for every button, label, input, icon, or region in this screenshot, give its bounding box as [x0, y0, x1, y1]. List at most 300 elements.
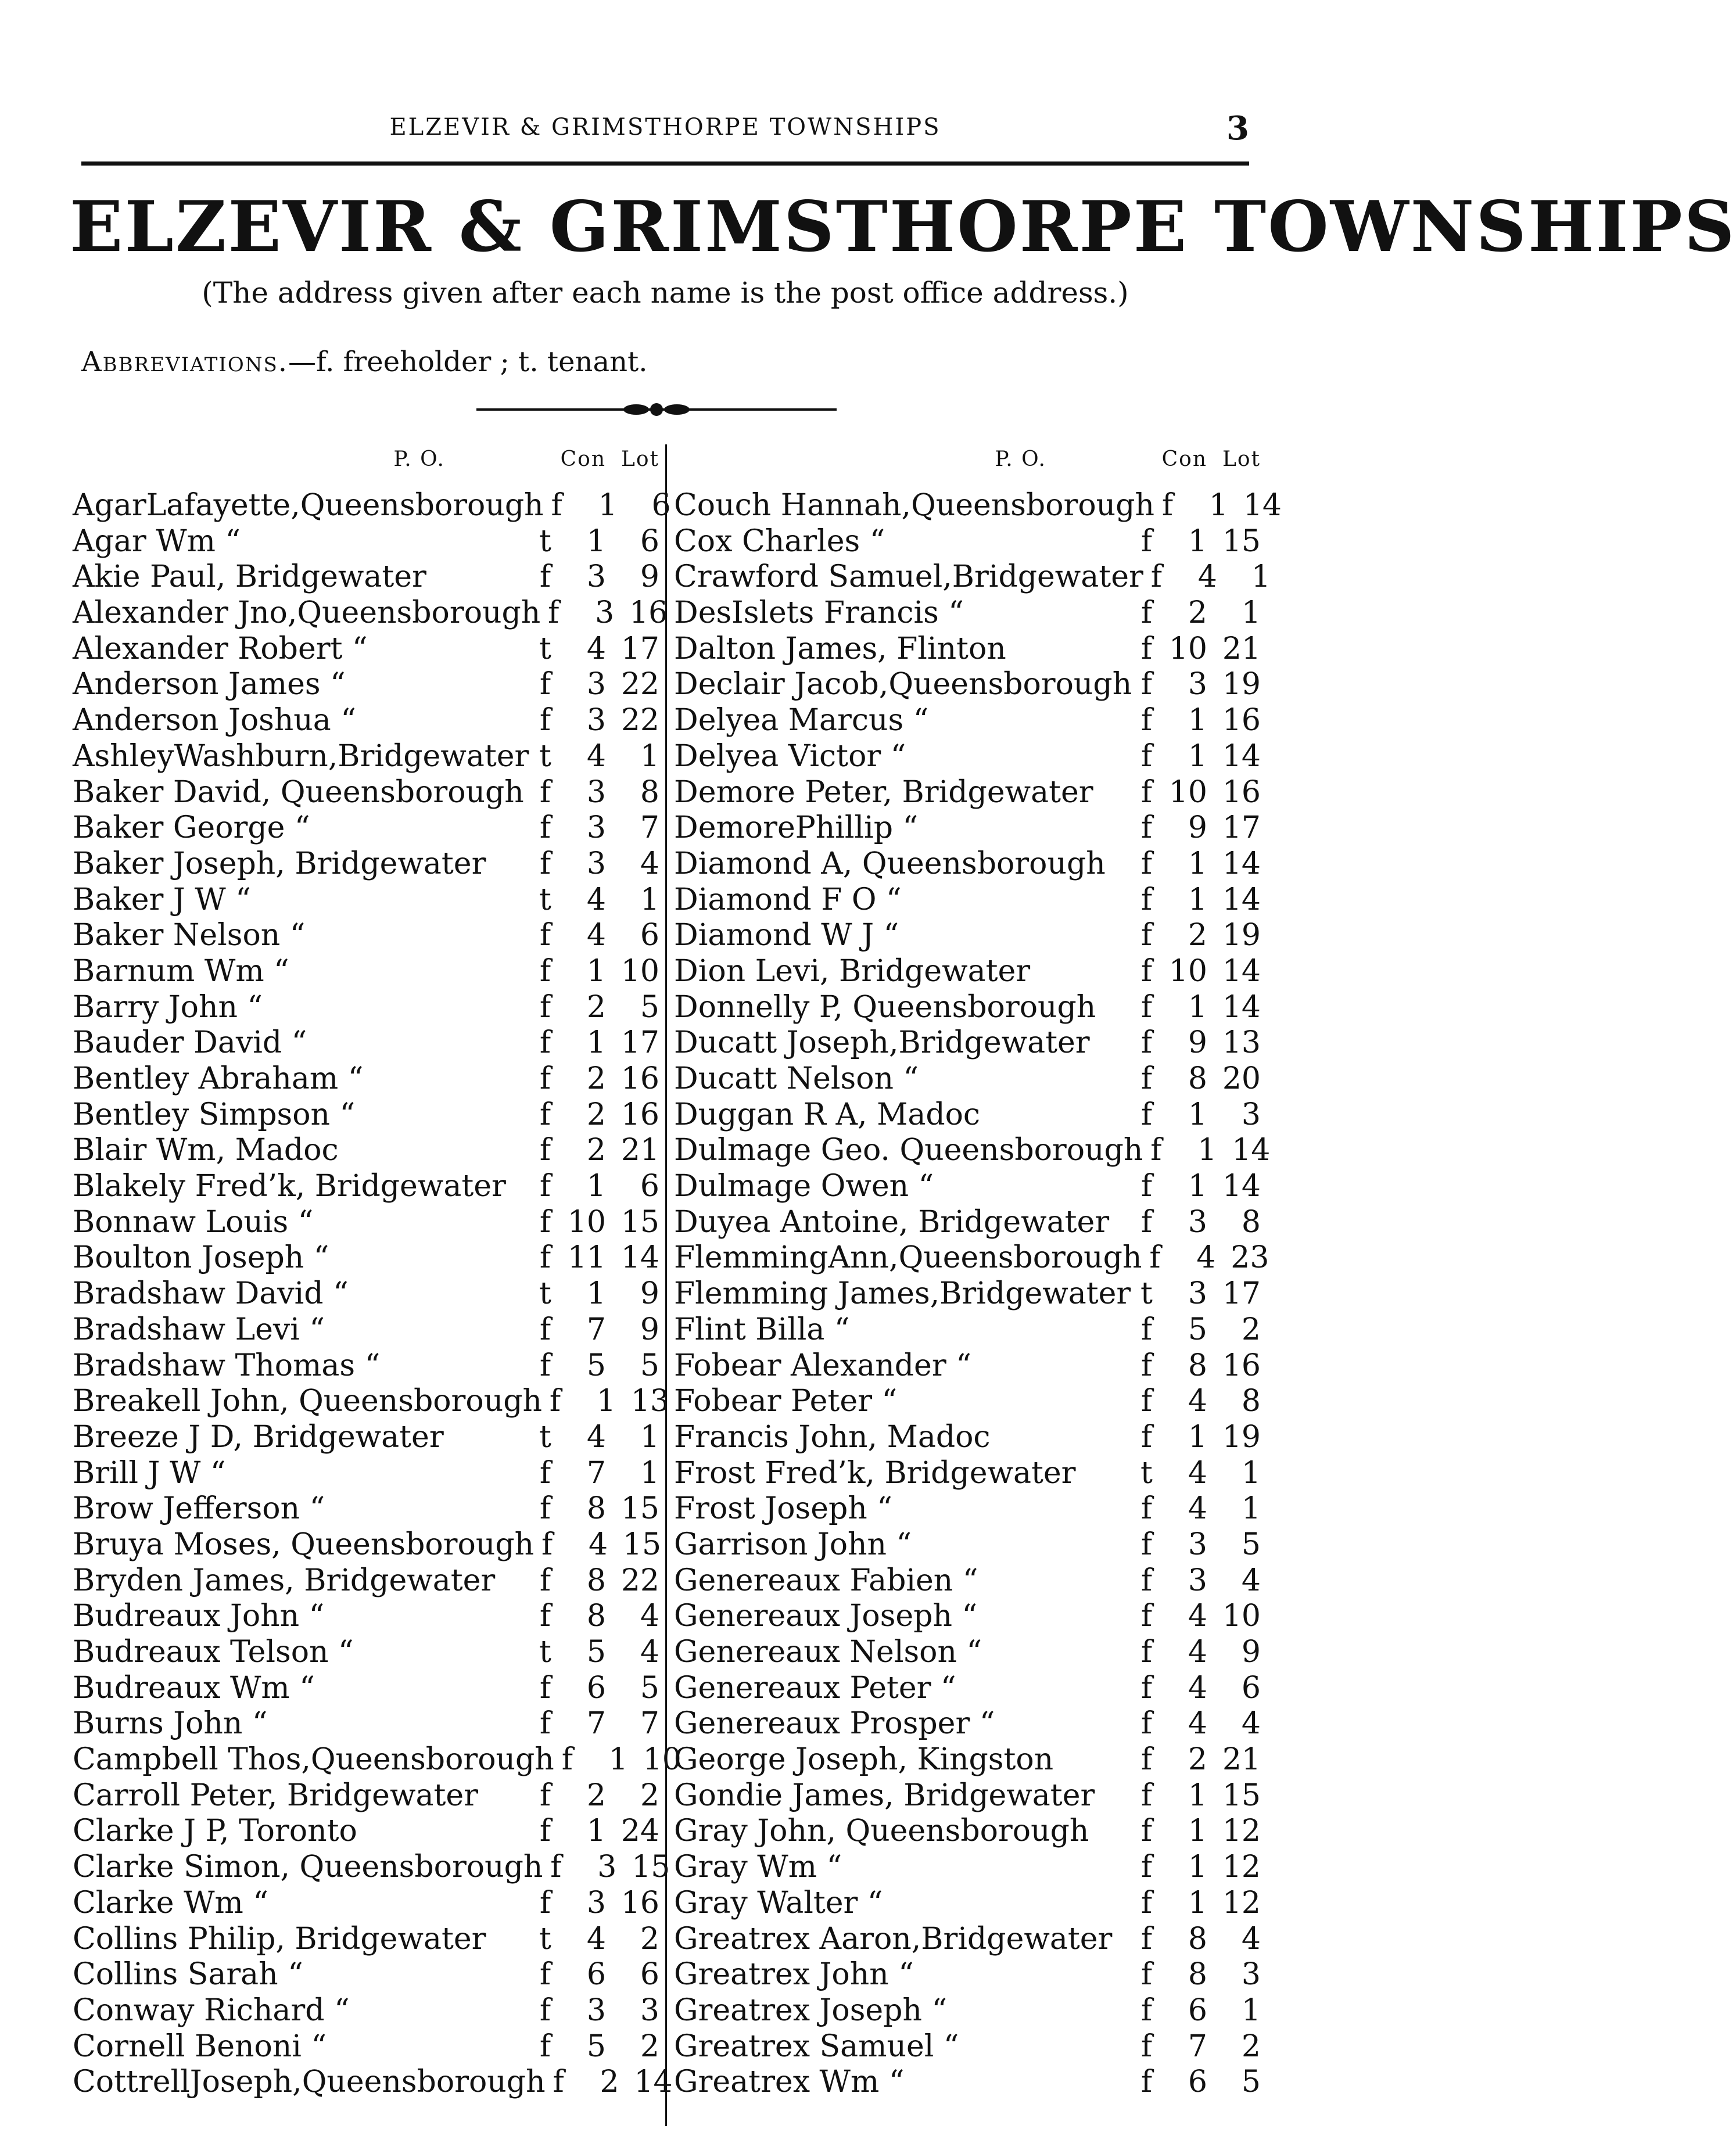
- entry-lot: 6: [640, 918, 659, 953]
- entry-con: 4: [1188, 1455, 1207, 1491]
- entry-tenure: f: [539, 1992, 551, 2028]
- entry-tenure: f: [1140, 595, 1153, 631]
- entry-name: Genereaux Nelson “: [674, 1635, 982, 1670]
- entry-name: DesIslets Francis “: [674, 595, 964, 631]
- entry-lot: 1: [1251, 559, 1271, 595]
- entry-lot: 23: [1231, 1240, 1269, 1276]
- right-column-header: [674, 447, 1261, 488]
- entry-con: 1: [1188, 846, 1207, 881]
- entry-con: 1: [586, 1276, 606, 1312]
- entry-row: [674, 1205, 1261, 1241]
- entry-con: 4: [586, 631, 606, 666]
- entry-name: Duggan R A, Madoc: [674, 1097, 981, 1132]
- entry-lot: 21: [1222, 631, 1261, 666]
- entry-row: [674, 1993, 1261, 2029]
- entry-con: 6: [586, 1957, 606, 1992]
- header-rule: [81, 161, 1249, 166]
- entry-tenure: f: [539, 1706, 551, 1742]
- entry-tenure: f: [539, 703, 551, 738]
- entry-tenure: f: [539, 1491, 551, 1527]
- entry-row: [73, 1563, 659, 1599]
- page-title: ELZEVIR & GRIMSTHORPE TOWNSHIPS: [70, 186, 1736, 268]
- entry-name: Dion Levi, Bridgewater: [674, 953, 1031, 989]
- entry-row: [674, 2029, 1261, 2065]
- entry-name: Brow Jefferson “: [73, 1491, 325, 1527]
- entry-row: [674, 1384, 1261, 1420]
- entry-lot: 14: [1222, 1169, 1261, 1204]
- entry-row: [73, 1205, 659, 1241]
- entry-name: Greatrex John “: [674, 1957, 914, 1992]
- entry-con: 3: [1188, 1527, 1207, 1562]
- entry-con: 4: [586, 1921, 606, 1956]
- entry-tenure: f: [1140, 1061, 1153, 1096]
- entry-lot: 1: [1241, 1455, 1261, 1491]
- entry-lot: 1: [640, 1455, 659, 1491]
- entry-row: [73, 1420, 659, 1456]
- entry-tenure: f: [541, 1527, 553, 1562]
- entry-tenure: f: [1140, 1742, 1153, 1778]
- entry-lot: 16: [1222, 703, 1261, 738]
- entry-row: [73, 631, 659, 667]
- entry-name: Ducatt Joseph,Bridgewater: [674, 1025, 1090, 1061]
- entry-con: 3: [586, 1992, 606, 2028]
- entry-name: Baker Joseph, Bridgewater: [73, 846, 486, 881]
- con-header: Con: [1161, 447, 1207, 471]
- entry-con: 3: [586, 1885, 606, 1920]
- entry-tenure: f: [1140, 738, 1153, 774]
- entry-tenure: f: [1140, 1599, 1153, 1634]
- entry-con: 8: [586, 1599, 606, 1634]
- entry-row: [674, 631, 1261, 667]
- entry-tenure: f: [539, 1097, 551, 1132]
- entry-name: Gray Walter “: [674, 1885, 883, 1920]
- entry-row: [73, 1133, 659, 1169]
- entry-con: 1: [1188, 523, 1207, 559]
- lot-header: Lot: [1222, 447, 1261, 471]
- entry-tenure: t: [539, 738, 551, 774]
- entry-lot: 12: [1222, 1850, 1261, 1885]
- entry-name: Budreaux Telson “: [73, 1635, 354, 1670]
- entry-name: Genereaux Fabien “: [674, 1563, 978, 1598]
- entry-name: Dalton James, Flinton: [674, 631, 1006, 666]
- entry-name: Clarke Wm “: [73, 1885, 268, 1920]
- entry-name: Gray John, Queensborough: [674, 1814, 1089, 1849]
- entry-row: [73, 1527, 662, 1563]
- entry-con: 3: [597, 1850, 617, 1885]
- entry-row: [674, 810, 1261, 846]
- entry-con: 4: [1188, 1384, 1207, 1419]
- entry-name: Collins Philip, Bridgewater: [73, 1921, 486, 1956]
- entry-tenure: f: [1140, 1778, 1153, 1813]
- entry-con: 7: [1188, 2029, 1207, 2064]
- entry-row: [674, 595, 1261, 631]
- entry-lot: 6: [640, 1169, 659, 1204]
- entry-name: DemorePhillip “: [674, 810, 919, 846]
- entry-con: 5: [1188, 1312, 1207, 1347]
- entry-lot: 5: [640, 989, 659, 1025]
- entry-lot: 4: [1241, 1921, 1261, 1956]
- entry-row: [73, 1671, 659, 1707]
- entry-tenure: f: [1140, 2065, 1153, 2100]
- entry-name: Genereaux Prosper “: [674, 1706, 995, 1742]
- entry-name: Bentley Simpson “: [73, 1097, 356, 1132]
- entry-row: [674, 1706, 1261, 1742]
- entry-tenure: f: [539, 1061, 551, 1096]
- entry-row: [674, 1814, 1261, 1850]
- entry-lot: 14: [1222, 738, 1261, 774]
- entry-con: 4: [586, 1419, 606, 1455]
- entry-name: Flint Billa “: [674, 1312, 850, 1347]
- entry-lot: 1: [1241, 595, 1261, 631]
- entry-lot: 4: [640, 1635, 659, 1670]
- entry-row: [674, 1563, 1261, 1599]
- entry-tenure: f: [1140, 846, 1153, 881]
- entry-tenure: f: [1140, 989, 1153, 1025]
- entry-tenure: f: [539, 667, 551, 702]
- entry-con: 4: [586, 918, 606, 953]
- entry-lot: 4: [640, 846, 659, 881]
- entry-name: Greatrex Joseph “: [674, 1992, 948, 2028]
- entry-con: 1: [598, 488, 618, 523]
- entry-name: Francis John, Madoc: [674, 1419, 991, 1455]
- entry-row: [73, 1957, 659, 1993]
- entry-name: Fobear Alexander “: [674, 1348, 971, 1383]
- entry-lot: 2: [640, 2029, 659, 2064]
- entry-row: [674, 1097, 1261, 1133]
- entry-con: 2: [586, 1778, 606, 1813]
- entry-lot: 22: [620, 1563, 659, 1598]
- entry-lot: 15: [632, 1850, 670, 1885]
- entry-lot: 17: [1222, 810, 1261, 846]
- entry-name: Campbell Thos,Queensborough: [73, 1742, 554, 1778]
- entry-tenure: t: [1140, 1276, 1153, 1312]
- entry-name: Diamond A, Queensborough: [674, 846, 1106, 881]
- entry-row: [73, 882, 659, 918]
- entry-row: [73, 524, 659, 560]
- entry-row: [674, 1599, 1261, 1635]
- entry-lot: 1: [640, 1419, 659, 1455]
- entry-name: Demore Peter, Bridgewater: [674, 774, 1093, 810]
- entry-con: 3: [586, 810, 606, 846]
- entry-name: Donnelly P, Queensborough: [674, 989, 1096, 1025]
- entry-name: Baker David, Queensborough: [73, 774, 524, 810]
- entry-row: [73, 1025, 659, 1061]
- entry-lot: 13: [1222, 1025, 1261, 1061]
- entry-name: Breeze J D, Bridgewater: [73, 1419, 444, 1455]
- entry-lot: 9: [1241, 1635, 1261, 1670]
- entry-lot: 2: [640, 1778, 659, 1813]
- entry-name: Diamond F O “: [674, 882, 902, 917]
- entry-lot: 9: [640, 1312, 659, 1347]
- entry-row: [73, 810, 659, 846]
- entry-lot: 6: [640, 1957, 659, 1992]
- entry-lot: 1: [640, 738, 659, 774]
- entry-con: 1: [586, 1169, 606, 1204]
- entry-lot: 17: [620, 1025, 659, 1061]
- entry-con: 4: [1188, 1706, 1207, 1742]
- entry-row: [674, 739, 1261, 775]
- entry-row: [73, 1456, 659, 1492]
- entry-tenure: f: [1140, 1992, 1153, 2028]
- entry-tenure: t: [1140, 1455, 1153, 1491]
- entry-con: 2: [586, 1133, 606, 1168]
- entry-lot: 21: [620, 1133, 659, 1168]
- entry-lot: 16: [620, 1885, 659, 1920]
- entry-lot: 24: [620, 1814, 659, 1849]
- entry-row: [73, 1635, 659, 1671]
- entry-con: 6: [1188, 1992, 1207, 2028]
- entry-row: [73, 1169, 659, 1205]
- entry-tenure: f: [539, 1778, 551, 1813]
- entry-lot: 16: [1222, 1348, 1261, 1383]
- entry-row: [674, 1061, 1261, 1097]
- entry-tenure: f: [1140, 1957, 1153, 1992]
- entry-row: [674, 1240, 1269, 1276]
- entry-name: Agar Wm “: [73, 523, 241, 559]
- entry-row: [73, 1993, 659, 2029]
- entry-row: [73, 1814, 659, 1850]
- entry-lot: 14: [634, 2065, 673, 2100]
- entry-con: 5: [586, 1635, 606, 1670]
- entry-lot: 1: [1241, 1992, 1261, 2028]
- entry-name: Couch Hannah,Queensborough: [674, 488, 1154, 523]
- entry-lot: 17: [620, 631, 659, 666]
- entry-lot: 7: [640, 810, 659, 846]
- entry-row: [674, 775, 1261, 811]
- entry-lot: 6: [1241, 1670, 1261, 1706]
- entry-tenure: t: [539, 1921, 551, 1956]
- entry-tenure: f: [1140, 1635, 1153, 1670]
- entry-tenure: t: [539, 1276, 551, 1312]
- entry-tenure: f: [1140, 2029, 1153, 2064]
- entry-lot: 9: [640, 559, 659, 595]
- entry-name: Carroll Peter, Bridgewater: [73, 1778, 478, 1813]
- entry-lot: 10: [1222, 1599, 1261, 1634]
- entry-con: 10: [567, 1204, 606, 1240]
- entry-tenure: f: [1140, 1204, 1153, 1240]
- entry-name: Declair Jacob,Queensborough: [674, 667, 1132, 702]
- running-title: ELZEVIR & GRIMSTHORPE TOWNSHIPS: [389, 114, 941, 141]
- entry-tenure: f: [1149, 1240, 1161, 1276]
- entry-tenure: f: [1140, 953, 1153, 989]
- entry-row: [674, 1886, 1261, 1922]
- entry-name: Breakell John, Queensborough: [73, 1384, 542, 1419]
- entry-row: [73, 1276, 659, 1312]
- entry-name: Bradshaw Thomas “: [73, 1348, 381, 1383]
- entry-lot: 1: [640, 882, 659, 917]
- entry-tenure: f: [1161, 488, 1174, 523]
- entry-name: Akie Paul, Bridgewater: [73, 559, 426, 595]
- entry-name: Greatrex Aaron,Bridgewater: [674, 1921, 1113, 1956]
- entry-con: 7: [586, 1706, 606, 1742]
- entry-tenure: f: [1140, 1814, 1153, 1849]
- entry-name: Baker Nelson “: [73, 918, 306, 953]
- entry-name: Genereaux Peter “: [674, 1670, 956, 1706]
- entry-name: Boulton Joseph “: [73, 1240, 329, 1276]
- entry-name: Budreaux John “: [73, 1599, 325, 1634]
- entry-name: Baker J W “: [73, 882, 251, 917]
- entry-tenure: f: [1150, 559, 1162, 595]
- entry-name: Bruya Moses, Queensborough: [73, 1527, 535, 1562]
- entry-con: 4: [589, 1527, 608, 1562]
- running-head: [81, 109, 1249, 149]
- entry-lot: 2: [640, 1921, 659, 1956]
- entry-name: Blair Wm, Madoc: [73, 1133, 339, 1168]
- entry-tenure: f: [1140, 1384, 1153, 1419]
- entry-con: 2: [1188, 1742, 1207, 1778]
- entry-tenure: f: [561, 1742, 573, 1778]
- entry-tenure: f: [539, 559, 551, 595]
- entry-tenure: f: [1140, 810, 1153, 846]
- entry-name: Duyea Antoine, Bridgewater: [674, 1204, 1110, 1240]
- entry-row: [73, 1922, 659, 1958]
- entry-name: FlemmingAnn,Queensborough: [674, 1240, 1142, 1276]
- entry-row: [674, 667, 1261, 703]
- entry-row: [674, 524, 1261, 560]
- entry-name: AshleyWashburn,Bridgewater: [73, 738, 529, 774]
- entry-lot: 19: [1222, 667, 1261, 702]
- entry-tenure: f: [550, 1850, 562, 1885]
- entry-row: [674, 1348, 1261, 1384]
- entry-row: [73, 667, 659, 703]
- entry-tenure: f: [539, 1348, 551, 1383]
- entry-con: 4: [1188, 1599, 1207, 1634]
- entry-tenure: f: [1140, 1491, 1153, 1527]
- entry-tenure: f: [539, 1169, 551, 1204]
- entry-lot: 5: [1241, 2065, 1261, 2100]
- entry-row: [73, 1312, 659, 1348]
- entry-row: [674, 918, 1261, 954]
- entry-name: Bradshaw David “: [73, 1276, 349, 1312]
- entry-con: 5: [586, 1348, 606, 1383]
- entry-tenure: t: [539, 523, 551, 559]
- entry-lot: 1: [1241, 1491, 1261, 1527]
- entry-row: [73, 1491, 659, 1527]
- entry-tenure: f: [539, 774, 551, 810]
- entry-con: 1: [608, 1742, 628, 1778]
- entry-tenure: f: [1140, 523, 1153, 559]
- entry-row: [73, 2065, 673, 2101]
- entry-row: [674, 954, 1261, 990]
- entry-lot: 8: [640, 774, 659, 810]
- entry-lot: 4: [1241, 1706, 1261, 1742]
- entry-name: Conway Richard “: [73, 1992, 350, 2028]
- entry-tenure: t: [539, 1419, 551, 1455]
- entry-row: [674, 1420, 1261, 1456]
- entry-tenure: f: [539, 1133, 551, 1168]
- entry-name: Greatrex Wm “: [674, 2065, 905, 2100]
- entry-lot: 14: [1222, 989, 1261, 1025]
- entry-con: 2: [586, 1061, 606, 1096]
- entry-lot: 7: [640, 1706, 659, 1742]
- ornament-divider: [476, 395, 837, 424]
- page-number: 3: [1226, 109, 1249, 148]
- entry-tenure: f: [539, 1885, 551, 1920]
- entry-tenure: f: [539, 1599, 551, 1634]
- entry-row: [674, 1922, 1261, 1958]
- abbreviations-label: Abbreviations.: [81, 346, 289, 378]
- entry-tenure: f: [539, 846, 551, 881]
- entry-tenure: f: [1140, 1706, 1153, 1742]
- entry-tenure: f: [1140, 1169, 1153, 1204]
- entry-tenure: f: [539, 810, 551, 846]
- entry-con: 2: [586, 1097, 606, 1132]
- entry-name: Budreaux Wm “: [73, 1670, 315, 1706]
- entry-tenure: t: [539, 1635, 551, 1670]
- entry-name: Alexander Jno,Queensborough: [73, 595, 541, 631]
- entry-name: Barry John “: [73, 989, 263, 1025]
- entry-lot: 2: [1241, 2029, 1261, 2064]
- entry-lot: 12: [1222, 1885, 1261, 1920]
- entry-con: 4: [1188, 1670, 1207, 1706]
- entry-con: 1: [1188, 1169, 1207, 1204]
- entry-con: 8: [1188, 1061, 1207, 1096]
- entry-con: 1: [1188, 1814, 1207, 1849]
- entry-con: 9: [1188, 1025, 1207, 1061]
- entry-row: [73, 559, 659, 595]
- entry-lot: 15: [1222, 1778, 1261, 1813]
- entry-row: [674, 846, 1261, 882]
- entry-tenure: f: [553, 2065, 564, 2100]
- entry-name: Baker George “: [73, 810, 310, 846]
- entry-tenure: f: [548, 595, 559, 631]
- entry-name: Bonnaw Louis “: [73, 1204, 314, 1240]
- entry-row: [73, 1348, 659, 1384]
- entry-tenure: f: [1140, 1850, 1153, 1885]
- entry-con: 1: [1188, 1885, 1207, 1920]
- entry-row: [674, 1671, 1261, 1707]
- entry-con: 11: [567, 1240, 606, 1276]
- entry-tenure: f: [1140, 1312, 1153, 1347]
- entry-row: [674, 1312, 1261, 1348]
- entry-name: Dulmage Geo. Queensborough: [674, 1133, 1143, 1168]
- entry-con: 2: [600, 2065, 619, 2100]
- entry-lot: 9: [640, 1276, 659, 1312]
- entry-row: [674, 1957, 1261, 1993]
- entry-con: 1: [586, 523, 606, 559]
- entry-tenure: f: [1140, 631, 1153, 666]
- entry-row: [674, 559, 1271, 595]
- entry-row: [73, 2029, 659, 2065]
- entry-row: [674, 1742, 1261, 1778]
- entry-lot: 3: [640, 1992, 659, 2028]
- entry-name: Anderson James “: [73, 667, 346, 702]
- entry-lot: 20: [1222, 1061, 1261, 1096]
- entry-tenure: f: [539, 1563, 551, 1598]
- right-entries: [674, 488, 1282, 2101]
- entry-con: 8: [586, 1491, 606, 1527]
- entry-row: [73, 1886, 659, 1922]
- entry-con: 1: [1188, 1778, 1207, 1813]
- entry-con: 7: [586, 1312, 606, 1347]
- entry-row: [73, 739, 659, 775]
- entry-tenure: f: [1140, 1527, 1153, 1562]
- entry-tenure: f: [1140, 667, 1153, 702]
- entry-tenure: f: [1140, 1885, 1153, 1920]
- entry-lot: 6: [651, 488, 671, 523]
- entry-name: Gondie James, Bridgewater: [674, 1778, 1095, 1813]
- entry-lot: 8: [1241, 1204, 1261, 1240]
- entry-row: [73, 1384, 669, 1420]
- entry-lot: 22: [620, 667, 659, 702]
- entry-name: Alexander Robert “: [73, 631, 368, 666]
- entry-lot: 13: [630, 1384, 669, 1419]
- entry-lot: 21: [1222, 1742, 1261, 1778]
- entry-name: Diamond W J “: [674, 918, 899, 953]
- entry-row: [674, 1778, 1261, 1814]
- entry-lot: 16: [629, 595, 668, 631]
- entry-name: Barnum Wm “: [73, 953, 289, 989]
